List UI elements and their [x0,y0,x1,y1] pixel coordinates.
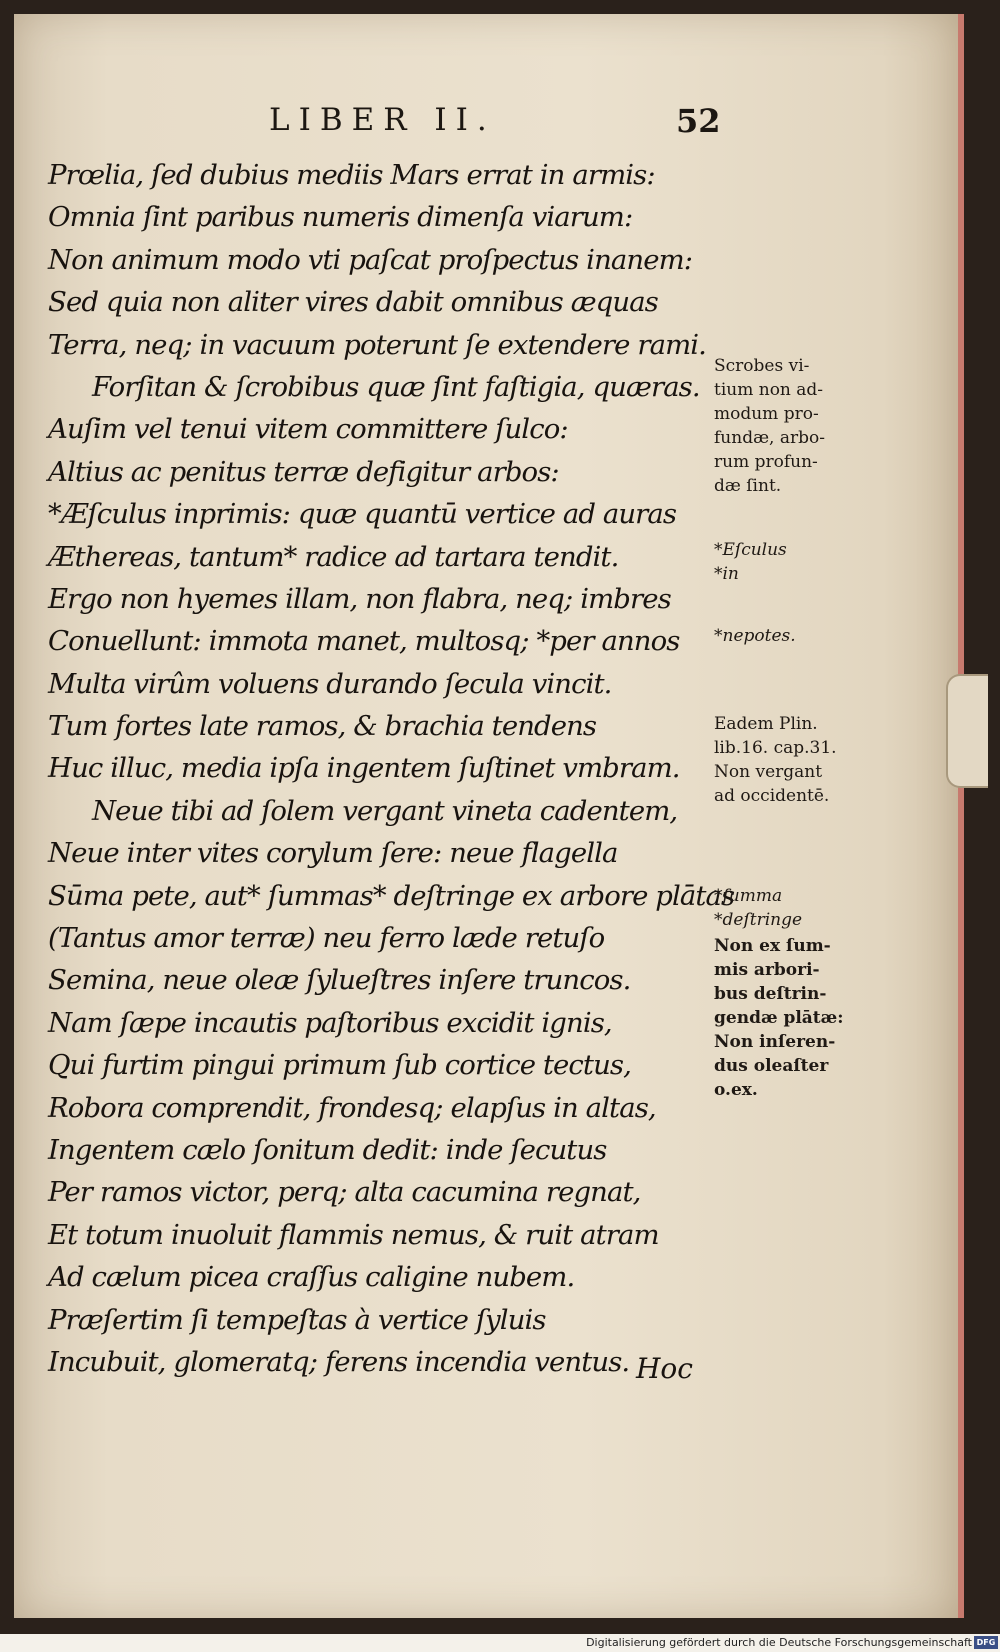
verse-line: Et totum inuoluit flammis nemus, & ruit atram [48,1218,659,1251]
verse-line: Nam ſæpe incautis paſtoribus excidit ignis, [48,1006,612,1039]
margin-note-line: mis arbori- [714,960,820,980]
verse-line: Auſim vel tenui vitem committere ſulco: [48,413,568,446]
verse-line: Robora comprendit, frondesq; elapſus in altas, [48,1091,656,1124]
margin-note-line: ad occidentē. [714,786,830,806]
digitization-footer [0,1634,1000,1652]
verse-line: Huc illuc, media ipſa ingentem ſuſtinet vmbram. [48,752,680,785]
margin-note-line: *in [714,564,739,584]
margin-note-scrobes [714,354,825,498]
margin-note-line: *Eſculus [714,540,787,560]
margin-note-line: dæ ſint. [714,476,782,496]
verse-line: Æthereas, tantum* radice ad tartara tendit. [48,540,619,573]
margin-note-line: Non ex ſum- [714,936,831,956]
verse-line: Terra, neq; in vacuum poterunt ſe extendere rami. [48,328,707,361]
margin-note-plinius [714,712,837,808]
margin-note-line: Scrobes vi- [714,356,810,376]
margin-note-line: modum pro- [714,404,819,424]
verse-line: Præſertim ſi tempeſtas à vertice ſyluis [48,1303,546,1336]
verse-line: Tum fortes late ramos, & brachia tendens [48,710,597,743]
verse-line: Prœlia, ſed dubius mediis Mars errat in armis: [48,159,655,191]
verse-line: Conuellunt: immota manet, multosq; *per annos [48,625,680,658]
running-head: LIBER II. [269,102,496,138]
verse-line: Ad cælum picea craſſus caligine nubem. [48,1261,575,1294]
margin-note-line: *ſumma [714,886,783,906]
verse-line: Ergo non hyemes illam, non flabra, neq; imbres [48,582,671,615]
margin-note-esculus [714,538,787,586]
margin-note-summa [714,884,802,932]
verse-text [48,154,748,1383]
verse-line: Qui furtim pingui primum ſub cortice tectus, [48,1049,631,1082]
margin-note-line: rum profun- [714,452,818,472]
funding-credit: Digitalisierung gefördert durch die Deutsche Forschungsgemeinschaft [586,1636,972,1649]
margin-note-nepotes [714,624,796,648]
verse-line: Altius ac penitus terræ defigitur arbos: [48,455,559,488]
margin-note-line: Eadem Plin. [714,714,818,734]
margin-note-line: tium non ad- [714,380,824,400]
page-number: 52 [676,102,721,140]
verse-line: (Tantus amor terræ) neu ferro læde retuſo [48,922,605,955]
book-page [14,14,964,1618]
verse-line: Neue inter vites corylum ſere: neue flagella [48,837,618,870]
verse-line: Omnia ſint paribus numeris dimenſa viarum: [48,201,633,234]
margin-note-line: Non vergant [714,762,823,782]
verse-line: Neue tibi ad ſolem vergant vineta cadentem, [92,794,678,827]
dfg-logo-icon: DFG [974,1636,998,1649]
margin-note-line: gendæ plātæ: [714,1008,844,1028]
verse-line: Forſitan & ſcrobibus quæ ſint faſtigia, quæras. [92,370,700,403]
margin-note-line: bus deſtrin- [714,984,827,1004]
margin-note-line: lib.16. cap.31. [714,738,837,758]
verse-line: Ingentem cælo ſonitum dedit: inde ſecutus [48,1133,607,1166]
page-tab [946,674,988,788]
verse-line: Sed quia non aliter vires dabit omnibus æquas [48,286,658,319]
verse-line: Multa virûm voluens durando ſecula vincit. [48,667,612,700]
margin-note-line: dus oleaſter [714,1056,829,1076]
verse-line: Sūma pete, aut* ſummas* deſtringe ex arbore plātas [48,879,735,912]
verse-line: Incubuit, glomeratq; ferens incendia ventus. [48,1345,630,1378]
page-header [14,102,958,142]
catchword: Hoc [636,1352,693,1385]
verse-line: Non animum modo vti paſcat proſpectus inanem: [48,243,693,276]
margin-note-line: o.ex. [714,1080,758,1100]
margin-note-line: *nepotes. [714,626,796,646]
verse-line: Per ramos victor, perq; alta cacumina regnat, [48,1176,641,1209]
margin-note-line: Non inſeren- [714,1032,836,1052]
margin-note-destringendae [714,934,844,1102]
margin-note-line: *deſtringe [714,910,803,930]
margin-note-line: fundæ, arbo- [714,428,825,448]
verse-line: Semina, neue oleæ ſylueſtres inſere truncos. [48,964,631,997]
verse-line: *Æſculus inprimis: quæ quantū vertice ad auras [48,498,677,531]
